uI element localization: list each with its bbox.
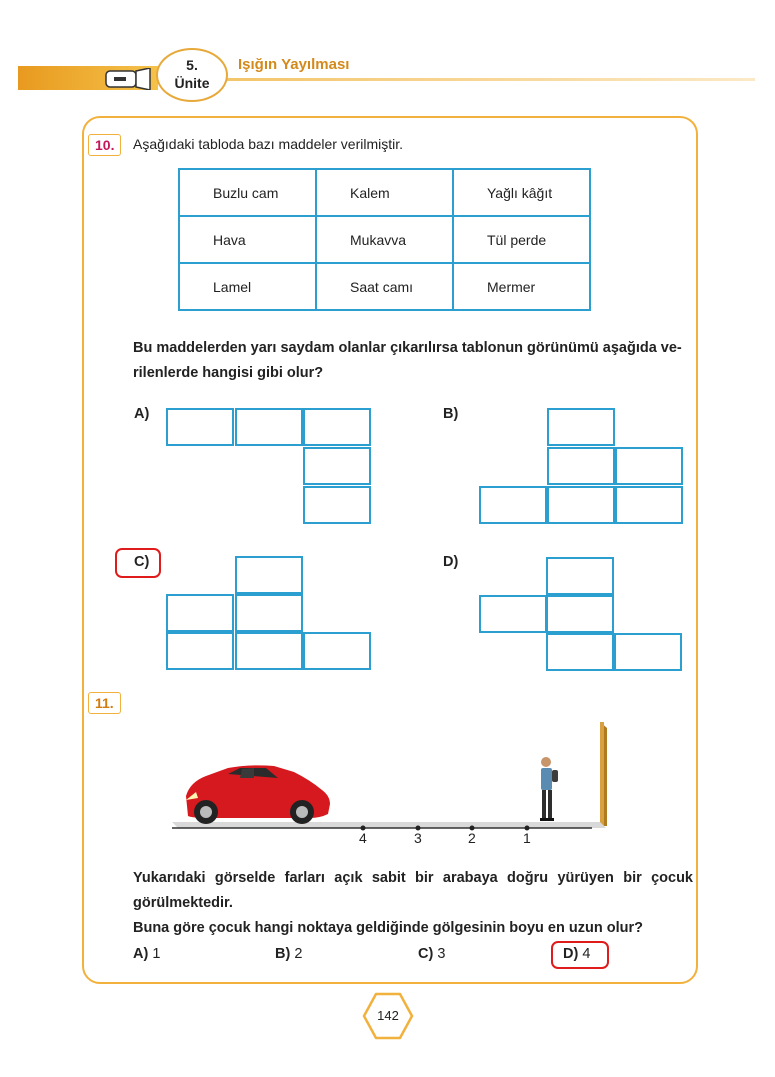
question-10-prompt-line1: Bu maddelerden yarı saydam olanlar çıkarılırsa tablonun görünümü aşağıda ve- <box>133 340 682 356</box>
unit-number: 5. <box>186 57 198 73</box>
grid-cell <box>303 486 371 524</box>
question-11-prompt: Buna göre çocuk hangi noktaya geldiğinde gölgesinin boyu en uzun olur? <box>133 920 643 936</box>
answer-d-value: 4 <box>582 946 591 962</box>
child-icon <box>540 757 558 821</box>
grid-cell <box>546 557 614 595</box>
question-10-stem: Aşağıdaki tabloda bazı maddeler verilmiştir. <box>133 136 404 152</box>
table-cell: Kalem <box>316 169 453 216</box>
answer-a-label: A) <box>133 946 149 962</box>
question-11-text <box>133 866 693 916</box>
grid-cell <box>303 447 371 485</box>
answer-d[interactable] <box>563 946 590 962</box>
point-label: 1 <box>523 830 531 846</box>
table-cell: Mukavva <box>316 216 453 263</box>
question-11-number: 11. <box>88 692 121 714</box>
header-rule <box>225 78 755 81</box>
grid-cell <box>166 408 234 446</box>
point-label: 4 <box>359 830 367 846</box>
car-child-wall-illustration <box>170 718 615 846</box>
grid-cell <box>235 408 303 446</box>
grid-cell <box>547 447 615 485</box>
grid-cell <box>546 633 614 671</box>
flashlight-icon <box>104 68 154 90</box>
grid-cell <box>479 595 547 633</box>
table-row <box>179 263 590 310</box>
question-10-number: 10. <box>88 134 121 156</box>
question-10-prompt <box>133 336 693 386</box>
option-b-label[interactable]: B) <box>443 406 459 422</box>
option-c-label[interactable]: C) <box>134 554 150 570</box>
grid-cell <box>479 486 547 524</box>
table-cell: Lamel <box>179 263 316 310</box>
grid-cell <box>166 632 234 670</box>
unit-word: Ünite <box>174 75 210 91</box>
answer-c-label: C) <box>418 946 434 962</box>
car-icon <box>186 765 330 824</box>
option-d-label[interactable]: D) <box>443 554 459 570</box>
answer-a[interactable] <box>133 946 160 962</box>
answer-b-label: B) <box>275 946 291 962</box>
table-cell: Tül perde <box>453 216 590 263</box>
grid-cell <box>166 594 234 632</box>
table-cell: Mermer <box>453 263 590 310</box>
unit-title: Işığın Yayılması <box>238 56 350 73</box>
grid-cell <box>615 486 683 524</box>
table-row <box>179 169 590 216</box>
answer-c[interactable] <box>418 946 445 962</box>
table-row <box>179 216 590 263</box>
option-a-label[interactable]: A) <box>134 406 150 422</box>
page-number: 142 <box>377 1008 399 1023</box>
grid-cell <box>235 632 303 670</box>
question-10-prompt-line2: rilenlerde hangisi gibi olur? <box>133 365 324 381</box>
point-label: 2 <box>468 830 476 846</box>
question-11-text-line1: Yukarıdaki görselde farları açık sabit bir arabaya doğru yürüyen bir çocuk <box>133 870 693 886</box>
grid-cell <box>303 632 371 670</box>
answer-d-label: D) <box>563 946 579 962</box>
grid-cell <box>235 594 303 632</box>
question-11-text-line2: görülmektedir. <box>133 895 233 911</box>
table-cell: Yağlı kâğıt <box>453 169 590 216</box>
unit-badge <box>156 48 228 102</box>
materials-table <box>178 168 591 311</box>
table-cell: Hava <box>179 216 316 263</box>
grid-cell <box>303 408 371 446</box>
grid-cell <box>235 556 303 594</box>
point-label: 3 <box>414 830 422 846</box>
grid-cell <box>614 633 682 671</box>
grid-cell <box>615 447 683 485</box>
answer-c-value: 3 <box>437 946 446 962</box>
table-cell: Saat camı <box>316 263 453 310</box>
grid-cell <box>546 595 614 633</box>
grid-cell <box>547 408 615 446</box>
answer-b-value: 2 <box>294 946 303 962</box>
grid-cell <box>547 486 615 524</box>
answer-b[interactable] <box>275 946 302 962</box>
answer-a-value: 1 <box>152 946 161 962</box>
table-cell: Buzlu cam <box>179 169 316 216</box>
